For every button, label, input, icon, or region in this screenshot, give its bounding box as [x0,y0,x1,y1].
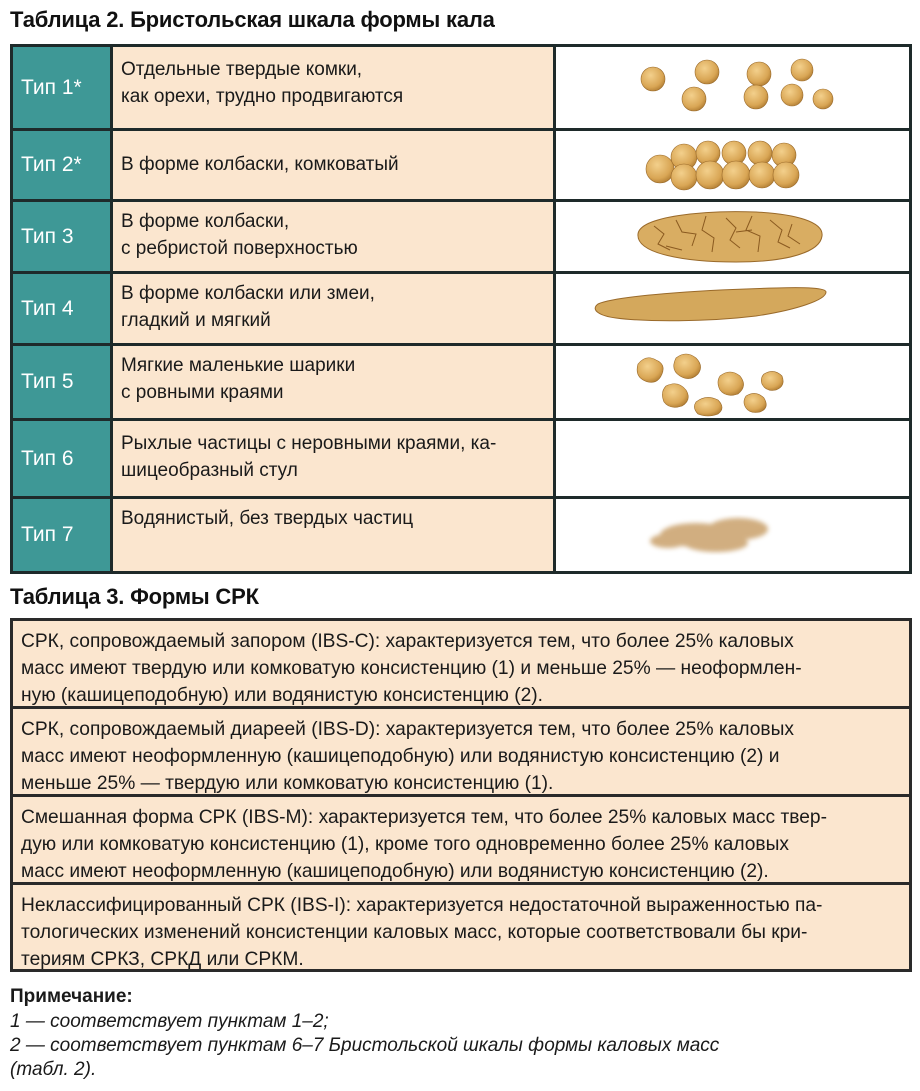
description-line: с ровными краями [121,382,284,403]
description-line: Рыхлые частицы с неровными краями, ка- [121,433,497,454]
ibs-forms-table [10,618,912,972]
note-heading: Примечание: [10,986,133,1007]
row-text-line: масс имеют неоформленную (кашицеподобную) или водянистую консистенцию (2) и [21,746,780,767]
note-line: 2 — соответствует пунктам 6–7 Бристольской шкалы формы каловых масс [10,1035,720,1056]
row-text-line: дую или комковатую консистенцию (1), кроме того одновременно более 25% каловых [21,834,789,855]
row-text-line: Смешанная форма СРК (IBS-M): характеризуется тем, что более 25% каловых масс твер- [21,807,827,828]
row-text-line: меньше 25% — твердую или комковатую консистенцию (1). [21,773,554,794]
type-label: Тип 5 [13,346,110,418]
description-line: с ребристой поверхностью [121,238,358,259]
type4-illustration [556,274,909,343]
table-row [10,499,912,571]
note-item: 1 — соответствует пунктам 1–2; [10,1011,329,1032]
description-line: В форме колбаски, [121,211,290,232]
table-row [10,274,912,343]
row-text-line: териям СРКЗ, СРКД или СРКМ. [21,949,304,970]
type-description [113,202,553,271]
table-row [10,202,912,271]
type1-illustration [556,47,909,128]
description-line: В форме колбаски, комковатый [121,154,399,175]
table-row [13,709,909,794]
description-line: В форме колбаски или змеи, [121,283,375,304]
row-text-line: ную (кашицеподобную) или водянистую консистенцию (2). [21,685,543,706]
table2-title: Таблица 2. Бристольская шкала формы кала [10,7,495,32]
row-text-line: СРК, сопровождаемый запором (IBS-C): характеризуется тем, что более 25% каловых [21,631,794,652]
table-row [10,131,912,199]
table3-title: Таблица 3. Формы СРК [10,584,259,609]
description-line: Мягкие маленькие шарики [121,355,356,376]
type-label: Тип 3 [13,202,110,271]
type-description [113,131,553,199]
table-row [13,797,909,882]
table-row [10,421,912,496]
type-label: Тип 2* [13,131,110,199]
description-line: Водянистый, без твердых частиц [121,508,414,529]
row-text-line: масс имеют твердую или комковатую консистенцию (1) и меньше 25% — неоформлен- [21,658,802,679]
type6-illustration [556,421,909,496]
table-row [10,47,912,128]
row-text-line: СРК, сопровождаемый диареей (IBS-D): характеризуется тем, что более 25% каловых [21,719,794,740]
type-label: Тип 6 [13,421,110,496]
table-row [13,885,909,969]
note-item [10,1034,912,1082]
description-line: как орехи, трудно продвигаются [121,86,404,107]
description-line: гладкий и мягкий [121,310,271,331]
row-text-line: Неклассифицированный СРК (IBS-I): характеризуется недостаточной выраженностью па- [21,895,823,916]
type-label: Тип 1* [13,47,110,128]
row-text-line: масс имеют неоформленную (кашицеподобную) или водянистую консистенцию (2). [21,861,769,882]
type-label: Тип 4 [13,274,110,343]
type3-illustration [556,202,909,271]
type-description [113,47,553,128]
type7-illustration [556,499,909,571]
table-row [10,346,912,418]
type2-illustration [556,131,909,199]
description-line: Отдельные твердые комки, [121,59,363,80]
bristol-scale-table [10,44,912,574]
type-description [113,346,553,418]
type-label: Тип 7 [13,499,110,571]
description-line: шицеобразный стул [121,460,298,481]
type-description [113,499,553,571]
table-row [13,621,909,706]
type-description [113,274,553,343]
row-text-line: тологических изменений консистенции каловых масс, которые соответствовали бы кри- [21,922,808,943]
type5-illustration [556,346,909,418]
note-line: (табл. 2). [10,1059,97,1080]
type-description [113,421,553,496]
